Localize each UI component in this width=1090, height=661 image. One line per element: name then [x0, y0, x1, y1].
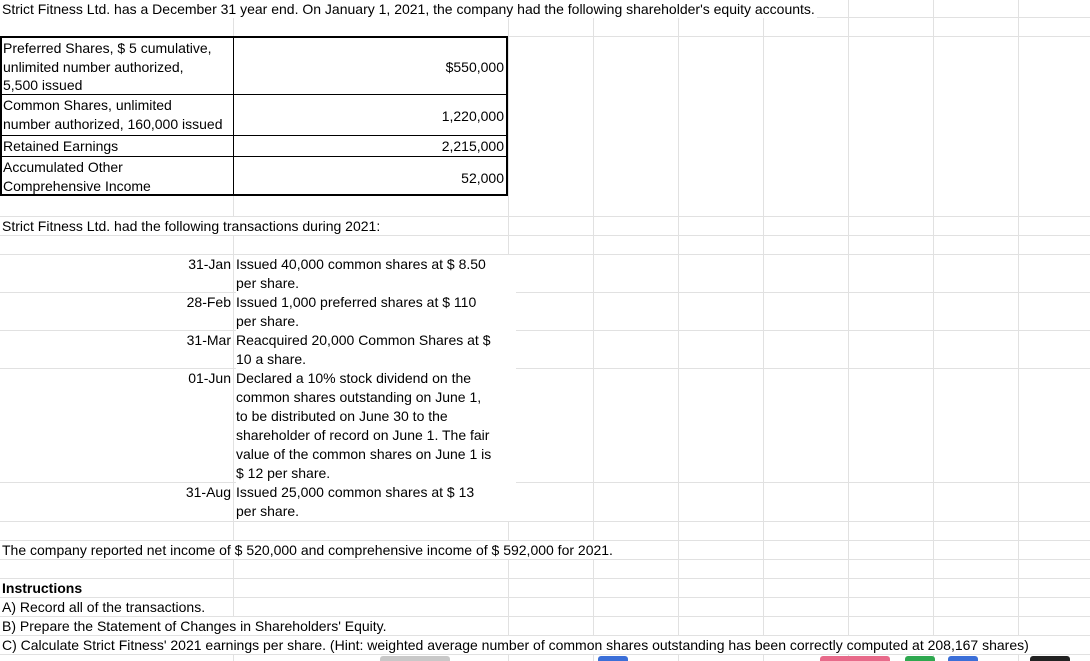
instruction-item-a: A) Record all of the transactions.: [2, 599, 206, 615]
taskbar-icon[interactable]: [380, 656, 450, 661]
taskbar-icon[interactable]: [1030, 656, 1070, 661]
taskbar-icon[interactable]: [598, 656, 628, 661]
equity-value: $550,000: [445, 59, 504, 75]
equity-accounts-table: [0, 36, 508, 196]
transaction-description: Issued 25,000 common shares at $ 13 per share.: [236, 483, 516, 521]
transaction-date: 31-Aug: [0, 483, 233, 502]
table-row: [2, 38, 506, 95]
table-row: [2, 95, 506, 136]
instruction-item-c: C) Calculate Strict Fitness' 2021 earnings per share. (Hint: weighted average number of common shares outstanding has been correctly computed at 208,167 shares): [2, 637, 1029, 653]
income-note: The company reported net income of $ 520,000 and comprehensive income of $ 592,000 for 2021.: [2, 542, 613, 558]
taskbar-strip: [0, 656, 1090, 661]
transactions-intro: Strict Fitness Ltd. had the following transactions during 2021:: [2, 218, 381, 234]
transaction-description: Issued 1,000 preferred shares at $ 110 per share.: [236, 293, 516, 331]
transaction-date: 01-Jun: [0, 369, 233, 388]
equity-label: Retained Earnings: [2, 136, 234, 156]
equity-value: 1,220,000: [441, 108, 504, 124]
equity-value: 2,215,000: [441, 138, 504, 154]
table-row: [2, 157, 506, 194]
transaction-date: 31-Jan: [0, 255, 233, 274]
instruction-item-b: B) Prepare the Statement of Changes in Shareholders' Equity.: [2, 618, 387, 634]
table-row: [2, 136, 506, 157]
transaction-date: 31-Mar: [0, 331, 233, 350]
taskbar-icon[interactable]: [820, 656, 890, 661]
equity-value: 52,000: [461, 170, 504, 186]
intro-text: Strict Fitness Ltd. has a December 31 year end. On January 1, 2021, the company had the following shareholder's equity accounts.: [2, 1, 815, 17]
transaction-description: Reacquired 20,000 Common Shares at $ 10 a share.: [236, 331, 516, 369]
equity-label: Accumulated Other Comprehensive Income: [2, 157, 234, 194]
equity-label: Common Shares, unlimited number authorized, 160,000 issued: [2, 95, 234, 135]
taskbar-icon[interactable]: [905, 656, 935, 661]
transaction-description: Declared a 10% stock dividend on the common shares outstanding on June 1, to be distributed on June 30 to the shareholder of record on June 1. The fair value of the common shares on June 1 is $ 12 per share.: [236, 369, 516, 483]
transaction-date: 28-Feb: [0, 293, 233, 312]
transaction-description: Issued 40,000 common shares at $ 8.50 per share.: [236, 255, 516, 293]
instructions-title: Instructions: [2, 580, 83, 596]
taskbar-icon[interactable]: [948, 656, 978, 661]
equity-label: Preferred Shares, $ 5 cumulative, unlimited number authorized, 5,500 issued: [2, 38, 234, 94]
